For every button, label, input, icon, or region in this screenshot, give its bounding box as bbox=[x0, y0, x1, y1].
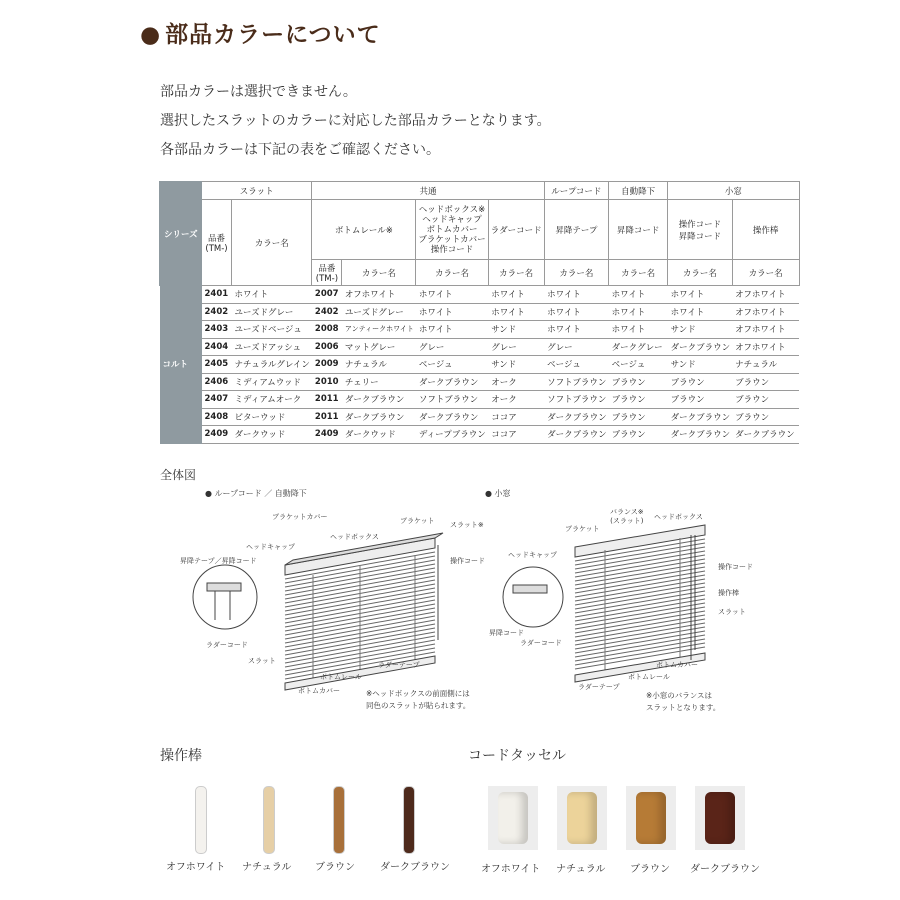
table-cell: ダークブラウン bbox=[416, 373, 488, 391]
table-cell: 2408 bbox=[202, 408, 232, 426]
table-cell: ホワイト bbox=[544, 303, 609, 321]
label-lift-cord-small: 昇降コード bbox=[489, 629, 524, 637]
table-cell: 2010 bbox=[312, 373, 342, 391]
table-cell: ダークブラウン bbox=[544, 426, 609, 444]
table-cell: ユーズドアッシュ bbox=[232, 338, 312, 356]
table-cell: 2009 bbox=[312, 356, 342, 374]
sousabou-bar bbox=[403, 786, 415, 854]
bottom-rail-header: ボトムレール※ bbox=[312, 200, 416, 260]
table-cell: ホワイト bbox=[609, 303, 668, 321]
table-cell: ダークブラウン bbox=[732, 426, 799, 444]
table-cell: 2011 bbox=[312, 391, 342, 409]
series-header: シリーズ bbox=[160, 182, 202, 286]
table-cell: グレー bbox=[488, 338, 544, 356]
table-cell: 2402 bbox=[202, 303, 232, 321]
table-cell: ビターウッド bbox=[232, 408, 312, 426]
parts-color-table bbox=[159, 181, 800, 444]
table-cell: アンティークホワイト bbox=[342, 321, 416, 339]
table-row bbox=[160, 321, 800, 339]
color-name-header: カラー名 bbox=[488, 260, 544, 286]
table-cell: オーク bbox=[488, 373, 544, 391]
label-op-bar-small: 操作棒 bbox=[718, 589, 739, 597]
table-cell: ダークグレー bbox=[609, 338, 668, 356]
table-cell: ブラウン bbox=[732, 391, 799, 409]
table-cell: オーク bbox=[488, 391, 544, 409]
table-cell: ダークブラウン bbox=[342, 391, 416, 409]
table-cell: ベージュ bbox=[609, 356, 668, 374]
color-name-header: カラー名 bbox=[732, 260, 799, 286]
color-name-header: カラー名 bbox=[544, 260, 609, 286]
table-cell: ソフトブラウン bbox=[544, 391, 609, 409]
label-head-box-small: ヘッドボックス bbox=[654, 513, 703, 521]
table-cell: サンド bbox=[488, 321, 544, 339]
table-cell: ベージュ bbox=[544, 356, 609, 374]
tassel-label: ブラウン bbox=[630, 864, 670, 875]
table-cell: ミディアムウッド bbox=[232, 373, 312, 391]
overview-right-subtitle: ● 小窓 bbox=[485, 489, 511, 498]
table-body bbox=[160, 286, 800, 444]
group-small: 小窓 bbox=[668, 182, 800, 200]
label-bottom-rail-small: ボトムレール bbox=[628, 673, 670, 681]
tassel-label: ダークブラウン bbox=[690, 864, 760, 875]
sousabou-label: オフホワイト bbox=[166, 862, 226, 873]
table-cell: ダークブラウン bbox=[668, 338, 733, 356]
label-op-cord: 操作コード bbox=[450, 557, 485, 565]
table-cell: ココア bbox=[488, 408, 544, 426]
intro-line: 選択したスラットのカラーに対応した部品カラーとなります。 bbox=[160, 113, 551, 129]
small-window-blind-diagram bbox=[495, 505, 735, 700]
table-cell: ブラウン bbox=[732, 408, 799, 426]
table-cell: 2407 bbox=[202, 391, 232, 409]
table-cell: サンド bbox=[488, 356, 544, 374]
tassel-swatch bbox=[488, 786, 538, 850]
table-cell: オフホワイト bbox=[342, 286, 416, 304]
table-cell: オフホワイト bbox=[732, 303, 799, 321]
sousabou-bar bbox=[263, 786, 275, 854]
table-cell: ホワイト bbox=[668, 303, 733, 321]
table-cell: ディープブラウン bbox=[416, 426, 488, 444]
table-cell: ダークウッド bbox=[232, 426, 312, 444]
table-cell: ホワイト bbox=[609, 286, 668, 304]
table-row bbox=[160, 373, 800, 391]
sousabou-bar bbox=[333, 786, 345, 854]
slat-color-header: カラー名 bbox=[232, 200, 312, 286]
tassel-label: オフホワイト bbox=[481, 864, 541, 875]
table-cell: ダークブラウン bbox=[544, 408, 609, 426]
label-bottom-cover-small: ボトムカバー bbox=[656, 661, 698, 669]
table-cell: ブラウン bbox=[609, 391, 668, 409]
table-cell: 2406 bbox=[202, 373, 232, 391]
table-cell: オフホワイト bbox=[732, 321, 799, 339]
table-cell: ホワイト bbox=[232, 286, 312, 304]
ladder-header: ラダーコード bbox=[488, 200, 544, 260]
table-cell: グレー bbox=[416, 338, 488, 356]
label-balance: バランス※ (スラット) bbox=[610, 508, 644, 525]
table-row bbox=[160, 286, 800, 304]
table-cell: ホワイト bbox=[416, 286, 488, 304]
group-auto: 自動降下 bbox=[609, 182, 668, 200]
overview-left-subtitle: ● ループコード ／ 自動降下 bbox=[205, 489, 307, 498]
rail-hinban-header: 品番 (TM-) bbox=[312, 260, 342, 286]
label-head-cap: ヘッドキャップ bbox=[246, 543, 295, 551]
table-cell: 2409 bbox=[312, 426, 342, 444]
label-bracket-cover: ブラケットカバー bbox=[272, 513, 328, 521]
table-row bbox=[160, 408, 800, 426]
table-cell: オフホワイト bbox=[732, 338, 799, 356]
tassel-cylinder bbox=[567, 792, 597, 844]
tassel-cylinder bbox=[705, 792, 735, 844]
tassel-swatch bbox=[626, 786, 676, 850]
label-slat: スラット bbox=[248, 657, 276, 665]
table-cell: 2007 bbox=[312, 286, 342, 304]
table-cell: ナチュラル bbox=[342, 356, 416, 374]
table-cell: ナチュラル bbox=[732, 356, 799, 374]
table-cell: マットグレー bbox=[342, 338, 416, 356]
table-cell: ブラウン bbox=[609, 426, 668, 444]
label-bottom-rail: ボトムレール bbox=[320, 673, 362, 681]
table-cell: ユーズドベージュ bbox=[232, 321, 312, 339]
table-cell: ミディアムオーク bbox=[232, 391, 312, 409]
table-cell: ホワイト bbox=[668, 286, 733, 304]
right-diagram-note: ※小窓のバランスは スラットとなります。 bbox=[646, 691, 721, 712]
table-cell: 2006 bbox=[312, 338, 342, 356]
left-diagram-note: ※ヘッドボックスの前面側には 同色のスラットが貼られます。 bbox=[366, 689, 471, 710]
table-cell: ソフトブラウン bbox=[416, 391, 488, 409]
table-cell: ナチュラルグレイン bbox=[232, 356, 312, 374]
lift-cord-header: 昇降コード bbox=[609, 200, 668, 260]
table-row bbox=[160, 303, 800, 321]
label-ladder-tape-small: ラダーテープ bbox=[578, 683, 620, 691]
intro-line: 部品カラーは選択できません。 bbox=[160, 84, 357, 100]
table-cell: ソフトブラウン bbox=[544, 373, 609, 391]
table-cell: ホワイト bbox=[544, 321, 609, 339]
table-cell: ダークブラウン bbox=[668, 408, 733, 426]
sousabou-label: ナチュラル bbox=[242, 862, 292, 873]
table-cell: ホワイト bbox=[416, 321, 488, 339]
label-slat-small: スラット bbox=[718, 608, 746, 616]
overview-title: 全体図 bbox=[160, 468, 197, 482]
table-cell: 2404 bbox=[202, 338, 232, 356]
table-cell: サンド bbox=[668, 356, 733, 374]
table-cell: 2402 bbox=[312, 303, 342, 321]
intro-text bbox=[160, 78, 551, 165]
color-name-header: カラー名 bbox=[342, 260, 416, 286]
table-row bbox=[160, 426, 800, 444]
tassel-cylinder bbox=[498, 792, 528, 844]
table-cell: オフホワイト bbox=[732, 286, 799, 304]
label-bottom-cover: ボトムカバー bbox=[298, 687, 340, 695]
tassel-swatch bbox=[557, 786, 607, 850]
series-name: コルト bbox=[160, 286, 202, 444]
sousabou-bar bbox=[195, 786, 207, 854]
table-cell: ホワイト bbox=[609, 321, 668, 339]
table-cell: ダークブラウン bbox=[668, 426, 733, 444]
table-cell: ダークブラウン bbox=[416, 408, 488, 426]
slat-hinban-header: 品番 (TM-) bbox=[202, 200, 232, 286]
label-bracket: ブラケット bbox=[400, 517, 435, 525]
label-ladder-tape: ラダーテープ bbox=[378, 661, 420, 669]
label-bracket-small: ブラケット bbox=[565, 525, 600, 533]
lift-tape-header: 昇降テープ bbox=[544, 200, 609, 260]
color-name-header: カラー名 bbox=[609, 260, 668, 286]
group-slat: スラット bbox=[202, 182, 312, 200]
table-row bbox=[160, 391, 800, 409]
tassel-label: ナチュラル bbox=[556, 864, 606, 875]
page-title: ● 部品カラーについて bbox=[140, 22, 381, 48]
table-cell: ホワイト bbox=[488, 303, 544, 321]
label-ladder-cord-small: ラダーコード bbox=[520, 639, 562, 647]
table-cell: 2403 bbox=[202, 321, 232, 339]
group-loop: ループコード bbox=[544, 182, 609, 200]
table-cell: 2409 bbox=[202, 426, 232, 444]
table-cell: ダークブラウン bbox=[342, 408, 416, 426]
color-name-header: カラー名 bbox=[668, 260, 733, 286]
tassel-cylinder bbox=[636, 792, 666, 844]
table-row bbox=[160, 356, 800, 374]
tassel-swatch bbox=[695, 786, 745, 850]
table-cell: ホワイト bbox=[416, 303, 488, 321]
color-name-header: カラー名 bbox=[416, 260, 488, 286]
intro-line: 各部品カラーは下記の表をご確認ください。 bbox=[160, 142, 440, 158]
table-cell: 2011 bbox=[312, 408, 342, 426]
label-op-cord-small: 操作コード bbox=[718, 563, 753, 571]
label-head-cap-small: ヘッドキャップ bbox=[508, 551, 557, 559]
label-slat-note: スラット※ bbox=[450, 521, 484, 529]
table-row bbox=[160, 338, 800, 356]
table-cell: 2405 bbox=[202, 356, 232, 374]
table-cell: 2401 bbox=[202, 286, 232, 304]
table-cell: ブラウン bbox=[609, 408, 668, 426]
tassel-title: コードタッセル bbox=[468, 748, 566, 764]
table-cell: ユーズドグレー bbox=[342, 303, 416, 321]
table-cell: ホワイト bbox=[488, 286, 544, 304]
table-cell: チェリー bbox=[342, 373, 416, 391]
headbox-header: ヘッドボックス※ ヘッドキャップ ボトムカバー ブラケットカバー 操作コード bbox=[416, 200, 488, 260]
label-lift-tape: 昇降テープ／昇降コード bbox=[180, 557, 257, 565]
sousabou-label: ブラウン bbox=[315, 862, 355, 873]
op-bar-header: 操作棒 bbox=[732, 200, 799, 260]
table-cell: ベージュ bbox=[416, 356, 488, 374]
table-cell: ブラウン bbox=[668, 373, 733, 391]
label-ladder-cord: ラダーコード bbox=[206, 641, 248, 649]
table-cell: ダークウッド bbox=[342, 426, 416, 444]
op-cord-header: 操作コード 昇降コード bbox=[668, 200, 733, 260]
table-cell: サンド bbox=[668, 321, 733, 339]
table-cell: ブラウン bbox=[732, 373, 799, 391]
table-cell: ココア bbox=[488, 426, 544, 444]
table-cell: グレー bbox=[544, 338, 609, 356]
label-head-box: ヘッドボックス bbox=[330, 533, 379, 541]
table-cell: 2008 bbox=[312, 321, 342, 339]
group-common: 共通 bbox=[312, 182, 544, 200]
sousabou-label: ダークブラウン bbox=[380, 862, 450, 873]
table-cell: ホワイト bbox=[544, 286, 609, 304]
table-cell: ブラウン bbox=[668, 391, 733, 409]
table-cell: ブラウン bbox=[609, 373, 668, 391]
table-cell: ユーズドグレー bbox=[232, 303, 312, 321]
sousabou-title: 操作棒 bbox=[160, 748, 202, 764]
